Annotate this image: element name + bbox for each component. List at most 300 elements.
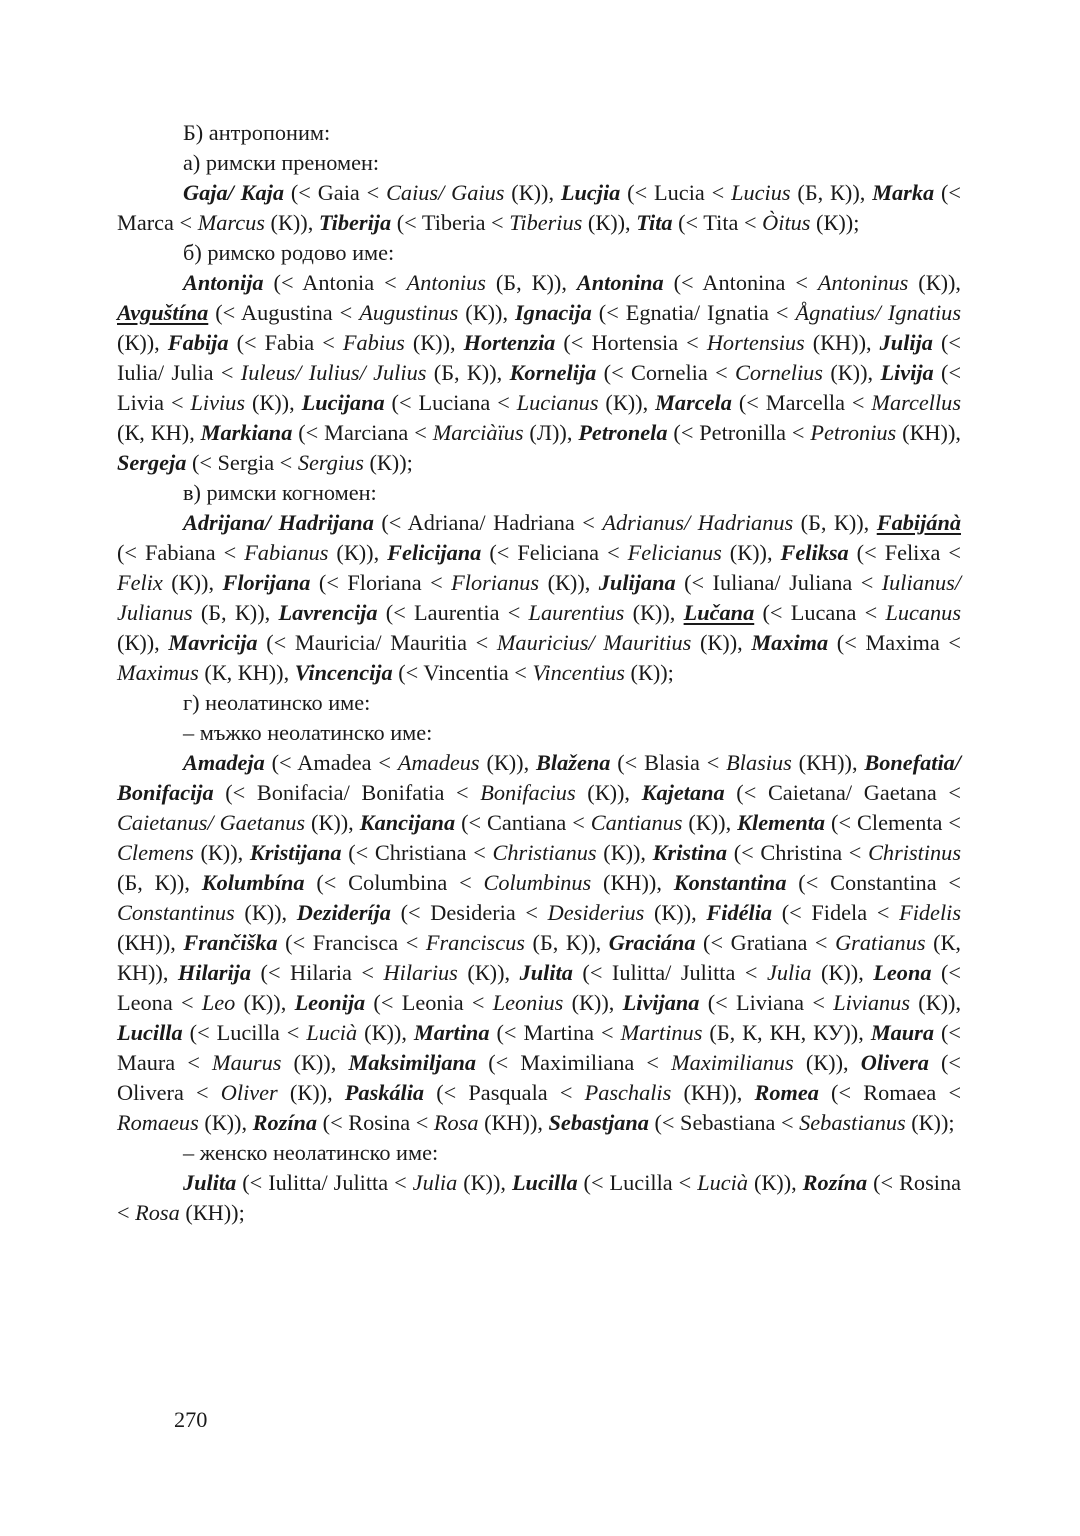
name-entry: Antonina (< Antonina < Antoninus (К)),: [576, 270, 961, 295]
entry-source: К: [518, 180, 534, 205]
entry-latin-form: Livia: [117, 390, 165, 415]
entry-etymon: Felix: [117, 570, 163, 595]
entry-source: К: [612, 390, 628, 415]
entry-latin-form: Francisca: [312, 930, 399, 955]
name-entry: Julijana (< Iuliana/ Juliana < Iulianus/ Julianus (Б, К)),: [117, 570, 962, 625]
entry-term: Marcela: [655, 390, 732, 415]
entry-etymon: Cantianus: [590, 810, 683, 835]
entry-etymon: Maurus: [212, 1050, 282, 1075]
entry-etymon: Ågnatius/ Ignatius: [795, 300, 962, 325]
entry-latin-form: Gaia: [317, 180, 360, 205]
entry-latin-form: Laurentia: [414, 600, 500, 625]
entry-latin-form: Fabiana: [145, 540, 216, 565]
name-entry: Florijana (< Floriana < Florianus (К)),: [222, 570, 599, 595]
entry-latin-form: Leonia: [401, 990, 464, 1015]
name-entry: Gaja/ Kaja (< Gaia < Caius/ Gaius (К)),: [183, 180, 561, 205]
entry-latin-form: Pasquala: [468, 1080, 548, 1105]
entry-etymon: Fidelis: [899, 900, 962, 925]
entry-etymon: Lucianus: [516, 390, 599, 415]
entry-term: Julita: [519, 960, 573, 985]
entry-etymon: Rosa: [433, 1110, 479, 1135]
entry-term: Markiana: [200, 420, 293, 445]
name-entry: Lucijana (< Luciana < Lucianus (К)),: [301, 390, 656, 415]
entry-source: К: [470, 1170, 486, 1195]
entry-etymon: Christianus: [492, 840, 597, 865]
name-entry: Konstantina (< Constantina < Constantinus (К)),: [117, 870, 961, 925]
entry-latin-form: Marcella: [765, 390, 845, 415]
entry-source: Б, К: [441, 360, 482, 385]
entry-source: Б, К: [539, 930, 581, 955]
entry-source: К: [178, 570, 194, 595]
entry-term: Rozína: [252, 1110, 318, 1135]
entry-latin-form: Rosina: [899, 1170, 961, 1195]
entry-source: К: [259, 390, 275, 415]
entry-latin-form: Floriana: [347, 570, 422, 595]
entry-latin-form: Adriana/ Hadriana: [407, 510, 575, 535]
entry-latin-form: Cornelia: [630, 360, 708, 385]
entry-latin-form: Maura: [117, 1050, 176, 1075]
name-entry: Marka (< Marca < Marcus (К)),: [117, 180, 962, 235]
name-entry: Sergeja (< Sergia < Sergius (К));: [117, 450, 413, 475]
entry-etymon: Christinus: [868, 840, 961, 865]
entry-term: Klementa: [737, 810, 826, 835]
entry-term: Kolumbína: [201, 870, 305, 895]
entry-etymon: Fabius: [342, 330, 405, 355]
name-entry: Kristina (< Christina < Christinus (Б, К)),: [117, 840, 961, 895]
entry-source: К: [318, 810, 334, 835]
entry-etymon: Augustinus: [359, 300, 459, 325]
entry-term: Kornelija: [509, 360, 597, 385]
entry-latin-form: Iuliana/ Juliana: [712, 570, 853, 595]
name-entry: Bonefatia/ Bonifacija (< Bonifacia/ Bonifatia < Bonifacius (К)),: [117, 750, 961, 805]
entry-latin-form: Sergia: [217, 450, 275, 475]
entry-term: Maxima: [751, 630, 829, 655]
entry-source: К: [493, 750, 509, 775]
name-entry: Antonija (< Antonia < Antonius (Б, К)),: [183, 270, 577, 295]
entry-source: К: [737, 540, 753, 565]
entry-etymon: Cornelius: [735, 360, 823, 385]
entry-source: КН: [820, 330, 852, 355]
entry-term: Sebastjana: [548, 1110, 649, 1135]
name-entry: Kolumbína (< Columbina < Columbinus (КН)),: [201, 870, 674, 895]
entry-etymon: Antoninus: [817, 270, 909, 295]
entry-latin-form: Sebastiana: [680, 1110, 776, 1135]
entry-source: КН: [909, 420, 941, 445]
entry-term: Tita: [636, 210, 673, 235]
entry-term: Sergeja: [117, 450, 187, 475]
entry-term: Rozína: [802, 1170, 868, 1195]
name-entry: Leona (< Leona < Leo (К)),: [117, 960, 961, 1015]
entry-etymon: Leonius: [492, 990, 564, 1015]
entry-source: К: [376, 450, 392, 475]
entry-latin-form: Tiberia: [421, 210, 486, 235]
name-entry: Maxima (< Maxima < Maximus (К, КН)),: [117, 630, 961, 685]
entry-source: К: [595, 210, 611, 235]
entry-source: К: [813, 1050, 829, 1075]
entry-source: К: [343, 540, 359, 565]
entry-etymon: Rosa: [135, 1200, 180, 1225]
entry-source: К: [823, 210, 839, 235]
entry-latin-form: Liviana: [735, 990, 805, 1015]
entry-latin-form: Vincentia: [423, 660, 509, 685]
entry-source: К: [472, 300, 488, 325]
entry-latin-form: Marca: [117, 210, 174, 235]
name-entry: Kornelija (< Cornelia < Cornelius (К)),: [509, 360, 881, 385]
entry-latin-form: Bonifacia/ Bonifatia: [256, 780, 445, 805]
entry-term: Lučana: [683, 600, 755, 625]
entry-term: Antonina: [576, 270, 664, 295]
entry-etymon: Julia: [412, 1170, 458, 1195]
section-heading: г) неолатинско име:: [183, 690, 371, 715]
entry-etymon: Marciàïus: [432, 420, 524, 445]
entry-term: Blažena: [536, 750, 611, 775]
entry-etymon: Adrianus/ Hadrianus: [602, 510, 794, 535]
name-entry: Amadeja (< Amadea < Amadeus (К)),: [183, 750, 537, 775]
name-entry: Mavricija (< Mauricia/ Mauritia < Mauricius/ Mauritius (К)),: [168, 630, 752, 655]
entry-latin-form: Mauricia/ Mauritia: [294, 630, 467, 655]
name-entry: Martina (< Martina < Martinus (Б, К, КН, КУ)),: [413, 1020, 871, 1045]
name-entry: Klementa (< Clementa < Clemens (К)),: [117, 810, 961, 865]
entry-term: Amadeja: [183, 750, 265, 775]
entry-source: К, КН: [124, 420, 182, 445]
entry-etymon: Julia: [766, 960, 812, 985]
entry-source: К: [837, 360, 853, 385]
entry-latin-form: Feliciana: [517, 540, 600, 565]
page-number: 270: [174, 1407, 208, 1432]
name-entry: Kajetana (< Caietana/ Gaetana < Caietanus/ Gaetanus (К)),: [117, 780, 962, 835]
entry-source: К: [420, 330, 436, 355]
entry-source: КН: [124, 930, 156, 955]
entry-term: Julita: [183, 1170, 237, 1195]
entry-source: К: [297, 1080, 313, 1105]
name-entry: Petronela (< Petronilla < Petronius (КН)),: [578, 420, 961, 445]
entry-latin-form: Marciana: [324, 420, 409, 445]
entry-source: К: [124, 630, 140, 655]
entry-term: Kajetana: [641, 780, 725, 805]
entry-latin-form: Constantina: [830, 870, 937, 895]
entry-latin-form: Iulia/ Julia: [117, 360, 214, 385]
entry-latin-form: Augustina: [241, 300, 333, 325]
name-entry: Blažena (< Blasia < Blasius (КН)),: [536, 750, 865, 775]
entry-term: Kristina: [652, 840, 728, 865]
entry-source: КН: [491, 1110, 523, 1135]
entry-term: Lucilla: [117, 1020, 183, 1045]
entry-latin-form: Lucilla: [216, 1020, 280, 1045]
name-entry: Lavrencija (< Laurentia < Laurentius (К)),: [278, 600, 684, 625]
name-entry: Livijana (< Liviana < Livianus (К)),: [622, 990, 962, 1015]
entry-source: КН: [806, 750, 838, 775]
name-entry: Marcela (< Marcella < Marcellus (К, КН),: [117, 390, 962, 445]
entry-source: К: [594, 780, 610, 805]
entry-term: Paskália: [344, 1080, 425, 1105]
name-entry: Hilarija (< Hilaria < Hilarius (К)),: [177, 960, 520, 985]
entry-latin-form: Lucia: [654, 180, 705, 205]
entry-etymon: Maximilianus: [671, 1050, 794, 1075]
name-entry: Markiana (< Marciana < Marciàïus (Л)),: [200, 420, 579, 445]
entry-etymon: Lucius: [731, 180, 791, 205]
entry-term: Kancijana: [359, 810, 456, 835]
entry-term: Frančiška: [183, 930, 278, 955]
entry-source: Б, К, КН, КУ: [716, 1020, 844, 1045]
entry-etymon: Florianus: [451, 570, 540, 595]
entry-source: К: [277, 210, 293, 235]
entry-source: К: [707, 630, 723, 655]
name-entry: Ignacija (< Egnatia/ Ignatia < Ågnatius/ Ignatius (К)),: [117, 300, 962, 355]
name-entry: Lucilla (< Lucilla < Lucià (К)),: [511, 1170, 803, 1195]
name-entry: Hortenzia (< Hortensia < Hortensius (КН)),: [463, 330, 880, 355]
name-entry: Romea (< Romaea < Romaeus (К)),: [117, 1080, 962, 1135]
entry-source: К: [250, 990, 266, 1015]
entry-source: К, КН: [117, 930, 961, 985]
entry-source: КН: [610, 870, 642, 895]
entry-source: К: [925, 990, 941, 1015]
entry-paragraph: [117, 1168, 961, 1228]
entry-etymon: Sergius: [297, 450, 364, 475]
name-entry: Maksimiljana (< Maximiliana < Maximilianus (К)),: [348, 1050, 861, 1075]
entry-source: Б, К: [208, 600, 250, 625]
entry-latin-form: Antonina: [702, 270, 786, 295]
entry-source: КН: [192, 1200, 224, 1225]
entry-etymon: Sebastianus: [799, 1110, 906, 1135]
name-entry: Maura (< Maura < Maurus (К)),: [117, 1020, 962, 1075]
name-entry: Feliksa (< Felixa < Felix (К)),: [117, 540, 961, 595]
entry-etymon: Oliver: [220, 1080, 278, 1105]
name-entry: Adrijana/ Hadrijana (< Adriana/ Hadriana < Adrianus/ Hadrianus (Б, К)),: [183, 510, 877, 535]
entry-source: К, КН: [211, 660, 269, 685]
entry-etymon: Paschalis: [584, 1080, 672, 1105]
entry-etymon: Òitus: [762, 210, 811, 235]
entry-term: Antonija: [183, 270, 264, 295]
section-heading: б) римско родово име:: [183, 240, 395, 265]
entry-latin-form: Fabia: [264, 330, 315, 355]
name-entry: Fidélia (< Fidela < Fidelis (КН)),: [117, 900, 962, 955]
entry-term: Leonija: [294, 990, 366, 1015]
entry-etymon: Mauricius/ Mauritius: [496, 630, 692, 655]
entry-term: Ignacija: [515, 300, 592, 325]
entry-etymon: Iuleus/ Iulius/ Julius: [240, 360, 427, 385]
entry-source: К: [640, 600, 655, 625]
entry-term: Livija: [880, 360, 934, 385]
section-heading: в) римски когномен:: [183, 480, 377, 505]
name-entry: Vincencija (< Vincentia < Vincentius (К));: [294, 660, 674, 685]
name-entry: Lucilla (< Lucilla < Lucià (К)),: [117, 1020, 414, 1045]
entry-term: Lavrencija: [278, 600, 378, 625]
entry-etymon: Constantinus: [117, 900, 235, 925]
entry-source: К: [761, 1170, 777, 1195]
entry-latin-form: Lucana: [790, 600, 857, 625]
entry-term: Graciána: [608, 930, 696, 955]
entry-latin-form: Caietana/ Gaetana: [767, 780, 937, 805]
entry-source: Б, К: [804, 180, 845, 205]
name-entry: Rozína (< Rosina < Rosa (КН));: [117, 1170, 961, 1225]
entry-term: Julija: [879, 330, 933, 355]
entry-etymon: Marcellus: [871, 390, 962, 415]
entry-latin-form: Petronilla: [699, 420, 786, 445]
entry-etymon: Leo: [201, 990, 236, 1015]
entry-term: Livijana: [622, 990, 700, 1015]
entry-latin-form: Columbina: [348, 870, 448, 895]
entry-etymon: Marcus: [197, 210, 265, 235]
entry-source: К: [579, 990, 594, 1015]
entry-etymon: Martinus: [620, 1020, 703, 1045]
entry-etymon: Vincentius: [532, 660, 625, 685]
entry-term: Hilarija: [177, 960, 252, 985]
entry-etymon: Lucià: [306, 1020, 358, 1045]
entry-etymon: Iulianus/ Julianus: [117, 570, 962, 625]
entry-latin-form: Christiana: [374, 840, 467, 865]
name-entry: Rozína (< Rosina < Rosa (КН)),: [252, 1110, 549, 1135]
entry-latin-form: Antonia: [302, 270, 375, 295]
entry-latin-form: Cantiana: [487, 810, 567, 835]
entry-latin-form: Rosina: [348, 1110, 411, 1135]
entry-term: Avguštína: [117, 300, 209, 325]
entry-etymon: Gratianus: [835, 930, 926, 955]
section-heading: а) римски преномен:: [183, 150, 380, 175]
entry-term: Lucilla: [511, 1170, 578, 1195]
entry-term: Adrijana/ Hadrijana: [183, 510, 374, 535]
entry-etymon: Livianus: [833, 990, 910, 1015]
entry-latin-form: Maxima: [865, 630, 940, 655]
entry-paragraph: [117, 748, 961, 1138]
entry-term: Feliksa: [780, 540, 849, 565]
name-entry: Frančiška (< Francisca < Franciscus (Б, К)),: [183, 930, 609, 955]
entry-etymon: Fabianus: [244, 540, 329, 565]
entry-term: Bonefatia/ Bonifacija: [117, 750, 961, 805]
entry-source: Б, К: [503, 270, 547, 295]
entry-paragraph: [117, 268, 961, 478]
entry-term: Gaja/ Kaja: [183, 180, 284, 205]
entry-term: Mavricija: [168, 630, 258, 655]
entry-term: Fidélia: [706, 900, 773, 925]
entry-etymon: Blasius: [726, 750, 792, 775]
entry-source: К: [211, 1110, 227, 1135]
entry-term: Florijana: [222, 570, 311, 595]
entry-latin-form: Olivera: [117, 1080, 184, 1105]
entry-term: Tiberija: [318, 210, 392, 235]
entry-source: К: [207, 840, 223, 865]
entry-term: Maksimiljana: [348, 1050, 477, 1075]
name-entry: Lučana (< Lucana < Lucanus (К)),: [117, 600, 962, 655]
entry-term: Felicijana: [387, 540, 482, 565]
name-entry: Livija (< Livia < Livius (К)),: [117, 360, 962, 415]
entry-paragraph: [117, 508, 961, 688]
entry-latin-form: Maximiliana: [520, 1050, 635, 1075]
entry-latin-form: Martina: [523, 1020, 595, 1045]
entry-term: Hortenzia: [463, 330, 556, 355]
name-entry: Tiberija (< Tiberia < Tiberius (К)),: [318, 210, 637, 235]
entry-etymon: Maximus: [117, 660, 199, 685]
name-entry: Dezideríja (< Desideria < Desiderius (К)),: [296, 900, 707, 925]
entry-source: Б, К: [808, 510, 849, 535]
entry-latin-form: Egnatia/ Ignatia: [625, 300, 769, 325]
entry-term: Lucjia: [560, 180, 621, 205]
entry-latin-form: Romaea: [863, 1080, 937, 1105]
entry-latin-form: Leona: [117, 990, 173, 1015]
entry-source: К: [828, 960, 844, 985]
entry-etymon: Felicianus: [627, 540, 722, 565]
entry-etymon: Hortensius: [706, 330, 805, 355]
entry-term: Fabija: [167, 330, 229, 355]
entry-latin-form: Fidela: [811, 900, 868, 925]
section-heading: – женско неолатинско име:: [183, 1140, 439, 1165]
entry-source: К: [371, 1020, 387, 1045]
name-entry: Leonija (< Leonia < Leonius (К)),: [294, 990, 623, 1015]
entry-latin-form: Clementa: [857, 810, 943, 835]
entry-term: Petronela: [578, 420, 668, 445]
entry-latin-form: Amadea: [297, 750, 372, 775]
entry-latin-form: Luciana: [418, 390, 491, 415]
name-entry: Julija (< Iulia/ Julia < Iuleus/ Iulius/ Julius (Б, К)),: [117, 330, 961, 385]
entry-latin-form: Blasia: [644, 750, 700, 775]
entry-term: Vincencija: [294, 660, 393, 685]
entry-source: К: [637, 660, 653, 685]
name-entry: Felicijana (< Feliciana < Felicianus (К)),: [387, 540, 781, 565]
entry-latin-form: Gratiana: [730, 930, 808, 955]
name-entry: Fabija (< Fabia < Fabius (К)),: [167, 330, 464, 355]
section-heading: Б) антропоним:: [183, 120, 331, 145]
name-entry: Avguštína (< Augustina < Augustinus (К)),: [117, 300, 515, 325]
entry-latin-form: Iulitta/ Julitta: [268, 1170, 389, 1195]
entry-etymon: Columbinus: [483, 870, 592, 895]
name-entry: Julita (< Iulitta/ Julitta < Julia (К)),: [519, 960, 874, 985]
entry-source: К: [695, 810, 711, 835]
entry-latin-form: Lucilla: [609, 1170, 673, 1195]
entry-etymon: Franciscus: [425, 930, 525, 955]
name-entry: Kancijana (< Cantiana < Cantianus (К)),: [359, 810, 738, 835]
name-entry: Lucjia (< Lucia < Lucius (Б, К)),: [560, 180, 873, 205]
entry-source: К: [474, 960, 490, 985]
entry-latin-form: Christina: [760, 840, 843, 865]
entry-source: К: [918, 1110, 934, 1135]
entry-source: Б, К: [124, 870, 170, 895]
entry-term: Maura: [870, 1020, 935, 1045]
entry-source: К: [251, 900, 267, 925]
entry-etymon: Clemens: [117, 840, 194, 865]
entry-term: Julijana: [598, 570, 676, 595]
entry-term: Leona: [873, 960, 932, 985]
name-entry: Fabijánà (< Fabiana < Fabianus (К)),: [117, 510, 961, 565]
entry-term: Marka: [872, 180, 935, 205]
entry-etymon: Caietanus/ Gaetanus: [117, 810, 306, 835]
name-entry: Tita (< Tita < Òitus (К));: [636, 210, 860, 235]
entry-term: Olivera: [860, 1050, 929, 1075]
name-entry: Paskália (< Pasquala < Paschalis (КН)),: [344, 1080, 755, 1105]
entry-etymon: Laurentius: [528, 600, 625, 625]
entry-term: Dezideríja: [296, 900, 391, 925]
entry-latin-form: Felixa: [884, 540, 941, 565]
entry-source: КН: [690, 1080, 722, 1105]
entry-etymon: Bonifacius: [480, 780, 576, 805]
entry-term: Lucijana: [301, 390, 385, 415]
name-entry: Kristijana (< Christiana < Christianus (К)),: [249, 840, 653, 865]
entry-source: Л: [536, 420, 552, 445]
entry-etymon: Tiberius: [509, 210, 583, 235]
entry-latin-form: Tita: [703, 210, 739, 235]
entry-etymon: Petronius: [810, 420, 897, 445]
entry-source: К: [300, 1050, 316, 1075]
document-page: [117, 118, 961, 1228]
entry-etymon: Romaeus: [117, 1110, 199, 1135]
entry-source: К: [555, 570, 570, 595]
entry-term: Kristijana: [249, 840, 342, 865]
name-entry: Julita (< Iulitta/ Julitta < Julia (К)),: [183, 1170, 512, 1195]
entry-latin-form: Desideria: [430, 900, 516, 925]
entry-etymon: Antonius: [406, 270, 486, 295]
entry-etymon: Hilarius: [383, 960, 458, 985]
name-entry: Olivera (< Olivera < Oliver (К)),: [117, 1050, 962, 1105]
entry-etymon: Lucià: [697, 1170, 748, 1195]
entry-source: К: [610, 840, 626, 865]
